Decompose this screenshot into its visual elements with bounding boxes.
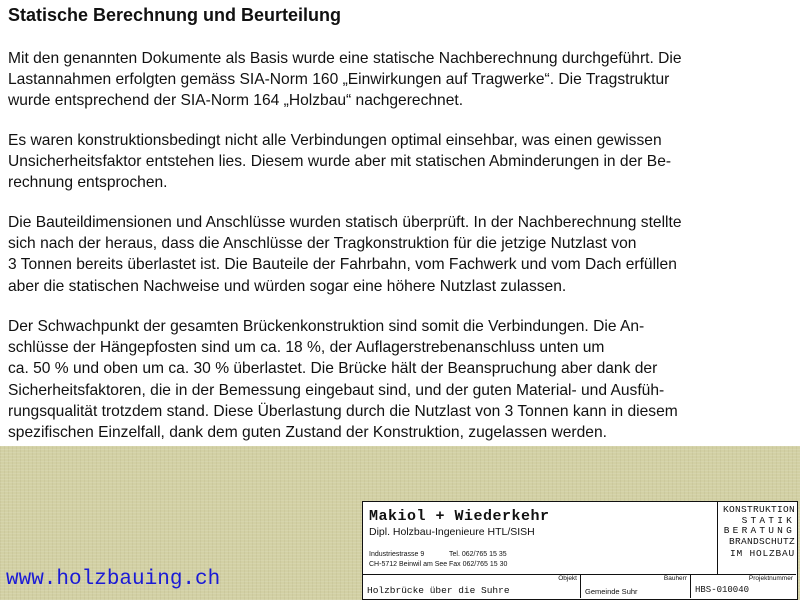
- service-item: BERATUNG: [723, 525, 795, 537]
- text-line: schlüsse der Hängepfosten sind um ca. 18 %, der Auflagerstrebenanschluss unten um: [8, 339, 605, 357]
- paragraph-2: [8, 130, 798, 194]
- text-line: Sicherheitsfaktoren, die in der Bemessung eingebaut sind, und der guten Material- und Ausfüh-: [8, 381, 665, 399]
- address-city: CH-5712 Beinwil am See: [369, 561, 448, 568]
- projekt-label: Projektnummer: [748, 575, 793, 582]
- text-line: sich nach der heraus, dass die Anschlüsse der Tragkonstruktion für die jetzige Nutzlast von: [8, 235, 637, 253]
- text-line: Unsicherheitsfaktor entstehen lies. Diesem wurde aber mit statischen Abminderungen in der Be-: [8, 153, 672, 171]
- text-line: 3 Tonnen bereits überlastet ist. Die Bauteile der Fahrbahn, vom Fachwerk und vom Dach erfüllen: [8, 256, 677, 274]
- text-line: ca. 50 % und oben um ca. 30 % überlastet. Die Brücke hält der Beanspruchung aber dank der: [8, 360, 658, 378]
- document-title: Statische Berechnung und Beurteilung: [8, 5, 342, 25]
- text-line: Es waren konstruktionsbedingt nicht alle Verbindungen optimal einsehbar, was einen gewissen: [8, 132, 662, 149]
- text-line: Der Schwachpunkt der gesamten Brückenkonstruktion sind somit die Verbindungen. Die An-: [8, 318, 645, 335]
- bauherr-cell: [581, 574, 691, 598]
- footer-band: [0, 446, 800, 600]
- text-line: rungsqualität trotzdem stand. Diese Überlastung durch die Nutzlast von 3 Tonnen kann in diesem: [8, 402, 678, 420]
- service-item: IM HOLZBAU: [729, 548, 795, 560]
- service-item: STATIK: [741, 514, 795, 526]
- fax-number: Fax 062/765 15 30: [449, 561, 508, 568]
- objekt-cell: [363, 574, 581, 598]
- firm-subtitle: Dipl. Holzbau-Ingenieure HTL/SISH: [369, 526, 535, 538]
- text-line: rechnung entsprochen.: [8, 174, 168, 192]
- title-block-divider: [717, 502, 718, 574]
- text-line: spezifischen Einzelfall, dank dem guten Zustand der Konstruktion, zugelassen werden.: [8, 424, 607, 442]
- address-street: Industriestrasse 9: [369, 551, 425, 558]
- service-item: KONSTRUKTION: [722, 504, 795, 515]
- bauherr-label: Bauherr: [663, 575, 687, 582]
- phone-number: Tel. 062/765 15 35: [449, 551, 507, 558]
- title-block: [362, 501, 798, 600]
- firm-name: Makiol + Wiederkehr: [369, 508, 550, 525]
- text-line: Die Bauteildimensionen und Anschlüsse wurden statisch überprüft. In der Nachberechnung stellte: [8, 214, 682, 231]
- paragraph-1: [8, 48, 798, 112]
- paragraph-3: [8, 212, 798, 297]
- text-line: Lastannahmen erfolgten gemäss SIA-Norm 160 „Einwirkungen auf Tragwerke“. Die Tragstruktur: [8, 71, 670, 89]
- text-line: aber die statischen Nachweise und würden sogar eine höhere Nutzlast zulassen.: [8, 277, 567, 295]
- text-line: Mit den genannten Dokumente als Basis wurde eine statische Nachberechnung durchgeführt. Die: [8, 50, 682, 67]
- services-list: [719, 505, 795, 560]
- bauherr-value: Gemeinde Suhr: [585, 587, 638, 596]
- projekt-value: HBS-010040: [695, 585, 750, 595]
- objekt-value: Holzbrücke über die Suhre: [367, 585, 510, 596]
- objekt-label: Objekt: [558, 575, 577, 582]
- website-link[interactable]: www.holzbauing.ch: [6, 568, 221, 591]
- projekt-cell: [691, 574, 796, 598]
- paragraph-4: [8, 316, 798, 443]
- text-line: wurde entsprechend der SIA-Norm 164 „Holzbau“ nachgerechnet.: [8, 92, 464, 110]
- service-item: BRANDSCHUTZ: [728, 535, 795, 547]
